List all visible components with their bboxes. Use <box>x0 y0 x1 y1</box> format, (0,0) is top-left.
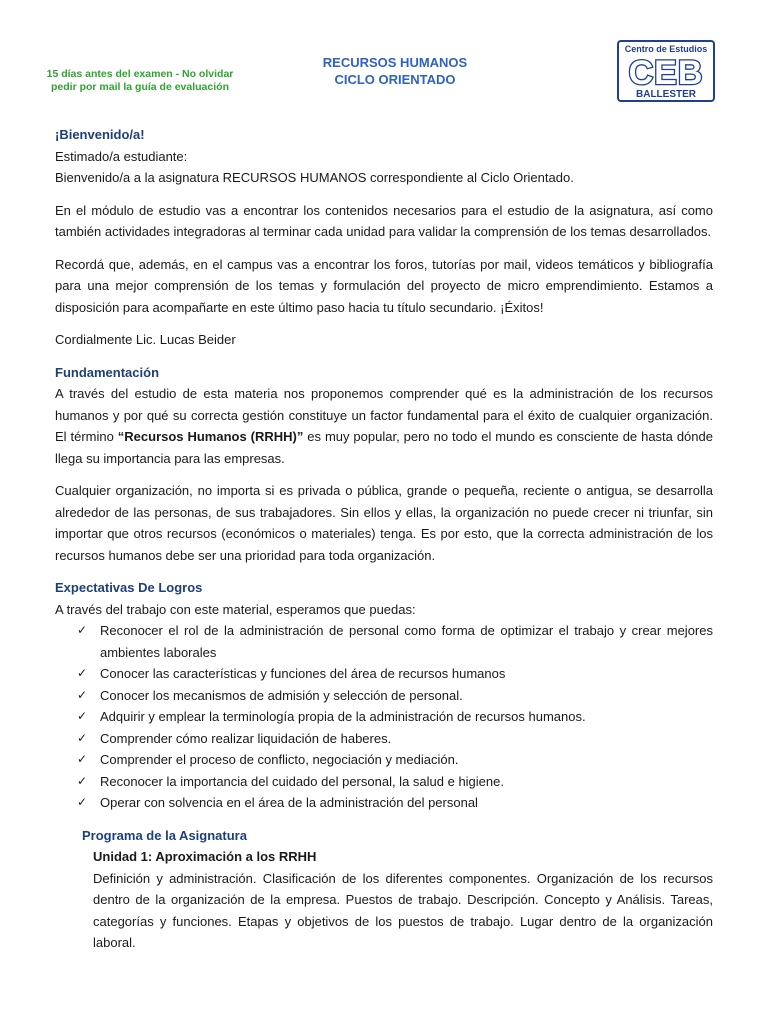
checkmark-icon: ✓ <box>77 730 88 745</box>
list-item <box>77 663 713 685</box>
unit-1-body: Definición y administración. Clasificación de los diferentes componentes. Organización de los recursos dentro de la organización de la empresa. Puestos de trabajo. Descripción. Concepto y Análisis. Tareas, categorías y funciones. Etapas y objetivos de los puestos de trabajo. Lugar dentro de la organización laboral. <box>93 870 713 950</box>
list-item <box>77 728 713 750</box>
checkmark-icon: ✓ <box>77 666 88 680</box>
programa-heading: Programa de la Asignatura <box>82 827 247 843</box>
list-item-text: Reconocer la importancia del cuidado del personal, la salud e higiene. <box>100 773 504 789</box>
fund-p1-term: “Recursos Humanos (RRHH)” <box>117 429 304 444</box>
checkmark-icon: ✓ <box>77 687 88 702</box>
exam-notice-line1: 15 días antes del examen - No olvidar <box>46 68 234 80</box>
document-title <box>284 54 506 88</box>
exam-notice-line2: pedir por mail la guía de evaluación <box>51 81 229 93</box>
expectativas-list <box>55 620 713 814</box>
welcome-paragraph-3: Recordá que, además, en el campus vas a encontrar los foros, tutorías por mail, videos temáticos y bibliografía para una mejor comprensión de los temas y formulación del proyecto de micro emprendimiento. Estamos a disposición para acompañarte en este último paso hacia tu título secundario. ¡Éxitos! <box>55 256 713 315</box>
document-title-line1: RECURSOS HUMANOS <box>322 55 468 70</box>
list-item <box>77 620 713 663</box>
list-item-text: Adquirir y emplear la terminología propia de la administración de recursos humanos. <box>100 709 586 724</box>
welcome-line2: Bienvenido/a a la asignatura RECURSOS HUMANOS correspondiente al Ciclo Orientado. <box>55 170 574 185</box>
fundamentacion-paragraph-2: Cualquier organización, no importa si es privada o pública, grande o pequeña, reciente o antigua, se desarrolla alrededor de las personas, de sus trabajadores. Sin ellos y ellas, la organización no puede crecer ni triunfar, sin importar que otros recursos (económicos o materiales) tenga. Es por esto, que la correcta administración de los recursos humanos debe ser una prioridad para toda organización. <box>55 483 713 563</box>
document-body <box>55 124 713 954</box>
signature: Cordialmente Lic. Lucas Beider <box>55 332 236 347</box>
fundamentacion-heading: Fundamentación <box>55 364 160 380</box>
list-item-text: Conocer los mecanismos de admisión y selección de personal. <box>100 687 463 703</box>
document-title-line2: CICLO ORIENTADO <box>334 72 456 87</box>
list-item <box>77 771 713 793</box>
list-item-text: Operar con solvencia en el área de la administración del personal <box>100 795 478 810</box>
expectativas-heading: Expectativas De Logros <box>55 580 203 595</box>
fund-p1-start: A través del estudio de esta materia nos proponemos comprender qué es la administración de los recursos humanos y por qué su correcta gestión constituye un factor fundamental para el éxito de cualquier organización. El término <box>55 386 713 444</box>
exam-notice <box>30 68 250 94</box>
welcome-heading: ¡Bienvenido/a! <box>55 127 145 142</box>
list-item <box>77 792 713 814</box>
logo-bottom-text: BALLESTER <box>636 89 696 100</box>
unit-1-title: Unidad 1: Aproximación a los RRHH <box>93 849 317 864</box>
list-item <box>77 749 713 771</box>
list-item-text: Comprender cómo realizar liquidación de haberes. <box>100 730 392 746</box>
logo-top-text: Centro de Estudios <box>624 44 708 54</box>
list-item-text: Reconocer el rol de la administración de personal como forma de optimizar el trabajo y crear mejores ambientes laborales <box>100 623 713 660</box>
ceb-logo <box>617 40 715 102</box>
checkmark-icon: ✓ <box>77 795 88 809</box>
checkmark-icon: ✓ <box>77 709 88 723</box>
list-item-text: Conocer las características y funciones del área de recursos humanos <box>100 666 506 681</box>
fund-p1-end: es muy popular, pero no todo el mundo es consciente de hasta dónde llega su importancia para las empresas. <box>55 429 713 466</box>
list-item <box>77 685 713 707</box>
list-item <box>77 706 713 728</box>
list-item-text: Comprender el proceso de conflicto, negociación y mediación. <box>100 752 459 767</box>
welcome-paragraph-2: En el módulo de estudio vas a encontrar los contenidos necesarios para el estudio de la asignatura, así como también actividades integradoras al terminar cada unidad para validar la comprensión de los temas desarrollados. <box>55 202 713 239</box>
checkmark-icon: ✓ <box>77 752 88 766</box>
expectativas-intro: A través del trabajo con este material, esperamos que puedas: <box>55 601 416 617</box>
checkmark-icon: ✓ <box>77 623 88 637</box>
fundamentacion-paragraph-1 <box>55 383 713 469</box>
welcome-line1: Estimado/a estudiante: <box>55 148 188 164</box>
page-header <box>0 0 768 110</box>
checkmark-icon: ✓ <box>77 773 88 788</box>
logo-mid-text: CEB <box>628 54 704 92</box>
